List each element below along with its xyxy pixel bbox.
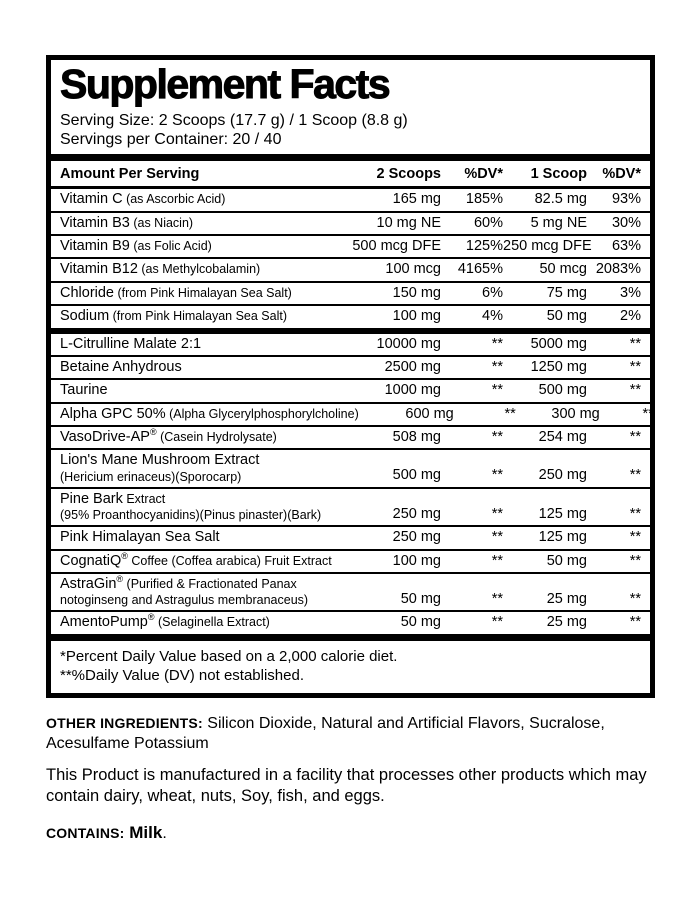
- table-row: [51, 257, 650, 280]
- amount-2scoops: 10000 mg: [376, 335, 441, 352]
- dv-2scoops: **: [491, 429, 503, 446]
- other-ingredients-paragraph: [46, 714, 658, 754]
- amount-2scoops: 100 mg: [392, 552, 441, 569]
- ingredient-name: Lion's Mane Mushroom Extract (Hericium erinaceus)(Sporocarp): [60, 452, 260, 484]
- serving-size: Serving Size: 2 Scoops (17.7 g) / 1 Scoop (8.8 g): [60, 111, 408, 129]
- amount-1scoop: 500 mg: [538, 382, 587, 399]
- ingredient-name: Chloride (from Pink Himalayan Sea Salt): [60, 284, 292, 301]
- ingredient-name: Vitamin B12 (as Methylcobalamin): [60, 261, 261, 278]
- dv-2scoops: 6%: [482, 284, 503, 301]
- table-row: [51, 572, 650, 610]
- dv-1scoop: **: [629, 429, 641, 446]
- amount-2scoops: 250 mg: [392, 505, 441, 522]
- amount-1scoop: 5 mg NE: [530, 214, 587, 231]
- contains-paragraph: [46, 823, 658, 843]
- amount-2scoops: 500 mcg DFE: [352, 237, 441, 254]
- dv-1scoop: **: [629, 614, 641, 631]
- divider-thick-top: [51, 154, 650, 161]
- ingredient-name: Pink Himalayan Sea Salt: [60, 529, 220, 546]
- dv-1scoop: 63%: [611, 237, 641, 254]
- table-row: [51, 189, 650, 210]
- other-ingredients-label: OTHER INGREDIENTS:: [46, 714, 203, 731]
- supplement-facts-panel: [46, 55, 655, 698]
- dv-1scoop: 2083%: [595, 261, 641, 278]
- registered-trademark-symbol: ®: [147, 612, 155, 623]
- ingredient-name: CognatiQ® Coffee (Coffea arabica) Fruit Extract: [60, 550, 332, 569]
- dv-2scoops: **: [491, 467, 503, 484]
- contains-label: CONTAINS:: [46, 825, 125, 842]
- other-ingredients-text: Silicon Dioxide, Natural and Artificial Flavors, Sucralose, Acesulfame Potassium: [46, 714, 605, 752]
- column-header-amount-per-serving: Amount Per Serving: [60, 166, 200, 183]
- table-row: [51, 281, 650, 304]
- dv-2scoops: 4165%: [457, 261, 503, 278]
- contains-period: .: [162, 825, 167, 843]
- performance-section: [51, 334, 654, 634]
- panel-intro: [51, 60, 650, 154]
- amount-2scoops: 2500 mg: [384, 358, 441, 375]
- table-row: [51, 378, 650, 401]
- contains-allergen: Milk: [124, 823, 163, 843]
- table-row: [51, 525, 650, 548]
- dv-2scoops: **: [491, 614, 503, 631]
- ingredient-name: Vitamin B9 (as Folic Acid): [60, 237, 212, 254]
- footnote-not-established: **%Daily Value (DV) not established.: [60, 667, 305, 685]
- footnote-daily-value: *Percent Daily Value based on a 2,000 calorie diet.: [60, 647, 398, 665]
- panel-title: Supplement Facts: [60, 61, 390, 107]
- ingredient-name: AmentoPump® (Selaginella Extract): [60, 612, 270, 631]
- ingredient-name: VasoDrive-AP® (Casein Hydrolysate): [60, 427, 277, 446]
- ingredient-name: Pine Bark Extract (95% Proanthocyanidins)(Pinus pinaster)(Bark): [60, 490, 322, 523]
- servings-per-container: Servings per Container: 20 / 40: [60, 131, 282, 148]
- amount-1scoop: 300 mg: [551, 405, 600, 422]
- table-row: [51, 334, 650, 355]
- ingredient-name: Sodium (from Pink Himalayan Sea Salt): [60, 308, 288, 325]
- dv-2scoops: 125%: [465, 237, 503, 254]
- facility-warning-paragraph: This Product is manufactured in a facility that processes other products which may contain dairy, wheat, nuts, Soy, fish, and eggs.: [46, 765, 647, 805]
- dv-2scoops: **: [491, 358, 503, 375]
- table-row: [51, 402, 654, 425]
- amount-2scoops: 1000 mg: [384, 382, 441, 399]
- dv-1scoop: 2%: [620, 308, 641, 325]
- dv-1scoop: 30%: [611, 214, 641, 231]
- table-header-row: [51, 161, 650, 189]
- column-header-1scoop: 1 Scoop: [530, 166, 587, 183]
- dv-1scoop: 3%: [620, 284, 641, 301]
- registered-trademark-symbol: ®: [121, 550, 128, 561]
- amount-2scoops: 250 mg: [392, 529, 441, 546]
- table-row: [51, 304, 650, 327]
- dv-1scoop: **: [629, 552, 641, 569]
- column-header-2scoops: 2 Scoops: [376, 166, 441, 183]
- amount-2scoops: 100 mg: [392, 308, 441, 325]
- dv-1scoop: **: [629, 529, 641, 546]
- amount-2scoops: 165 mg: [392, 191, 441, 208]
- footnote-block: [51, 641, 650, 693]
- table-row: [51, 610, 650, 633]
- amount-1scoop: 25 mg: [546, 614, 587, 631]
- table-row: [51, 211, 650, 234]
- dv-2scoops: **: [491, 529, 503, 546]
- ingredient-name: AstraGin® (Purified & Fractionated Panax notoginseng and Astragulus membranaceus): [60, 574, 309, 608]
- amount-2scoops: 150 mg: [392, 284, 441, 301]
- dv-2scoops: **: [504, 405, 516, 422]
- dv-1scoop: **: [642, 405, 654, 422]
- table-row: [51, 448, 650, 486]
- amount-1scoop: 82.5 mg: [534, 191, 587, 208]
- table-row: [51, 355, 650, 378]
- dv-1scoop: 93%: [611, 191, 641, 208]
- dv-1scoop: **: [629, 335, 641, 352]
- dv-1scoop: **: [629, 358, 641, 375]
- amount-1scoop: 25 mg: [546, 591, 587, 608]
- amount-1scoop: 1250 mg: [530, 358, 587, 375]
- table-row: [51, 425, 650, 448]
- ingredient-name: Betaine Anhydrous: [60, 358, 182, 375]
- amount-2scoops: 600 mg: [405, 405, 454, 422]
- amount-2scoops: 50 mg: [400, 614, 441, 631]
- ingredient-name: Alpha GPC 50% (Alpha Glycerylphosphorylcholine): [60, 405, 359, 422]
- amount-1scoop: 250 mcg DFE: [503, 237, 592, 254]
- dv-2scoops: 185%: [465, 191, 503, 208]
- amount-1scoop: 125 mg: [538, 505, 587, 522]
- dv-2scoops: **: [491, 335, 503, 352]
- dv-1scoop: **: [629, 467, 641, 484]
- registered-trademark-symbol: ®: [116, 574, 124, 585]
- registered-trademark-symbol: ®: [149, 427, 157, 438]
- dv-2scoops: 60%: [473, 214, 503, 231]
- daily-value-section: [51, 189, 650, 327]
- below-panel-text: [46, 714, 658, 843]
- amount-1scoop: 75 mg: [546, 284, 587, 301]
- amount-1scoop: 50 mg: [546, 308, 587, 325]
- divider-thick-bottom: [51, 634, 650, 641]
- table-row: [51, 549, 650, 572]
- amount-1scoop: 50 mcg: [539, 261, 587, 278]
- dv-2scoops: **: [491, 591, 503, 608]
- dv-2scoops: **: [491, 382, 503, 399]
- table-row: [51, 234, 650, 257]
- amount-1scoop: 250 mg: [538, 467, 587, 484]
- amount-2scoops: 10 mg NE: [376, 214, 441, 231]
- column-header-dv-2scoops: %DV*: [464, 166, 503, 183]
- amount-1scoop: 125 mg: [538, 529, 587, 546]
- dv-1scoop: **: [629, 505, 641, 522]
- column-header-dv-1scoop: %DV*: [602, 166, 641, 183]
- dv-1scoop: **: [629, 382, 641, 399]
- amount-1scoop: 5000 mg: [530, 335, 587, 352]
- ingredient-name: Vitamin C (as Ascorbic Acid): [60, 191, 226, 208]
- ingredient-name: L-Citrulline Malate 2:1: [60, 335, 202, 352]
- dv-1scoop: **: [629, 591, 641, 608]
- dv-2scoops: **: [491, 552, 503, 569]
- amount-2scoops: 50 mg: [400, 591, 441, 608]
- ingredient-name: Vitamin B3 (as Niacin): [60, 214, 194, 231]
- amount-2scoops: 500 mg: [392, 467, 441, 484]
- dv-2scoops: 4%: [482, 308, 503, 325]
- ingredient-name: Taurine: [60, 382, 108, 399]
- table-row: [51, 487, 650, 525]
- dv-2scoops: **: [491, 505, 503, 522]
- amount-2scoops: 508 mg: [392, 429, 441, 446]
- amount-1scoop: 254 mg: [538, 429, 587, 446]
- amount-1scoop: 50 mg: [546, 552, 587, 569]
- amount-2scoops: 100 mcg: [385, 261, 441, 278]
